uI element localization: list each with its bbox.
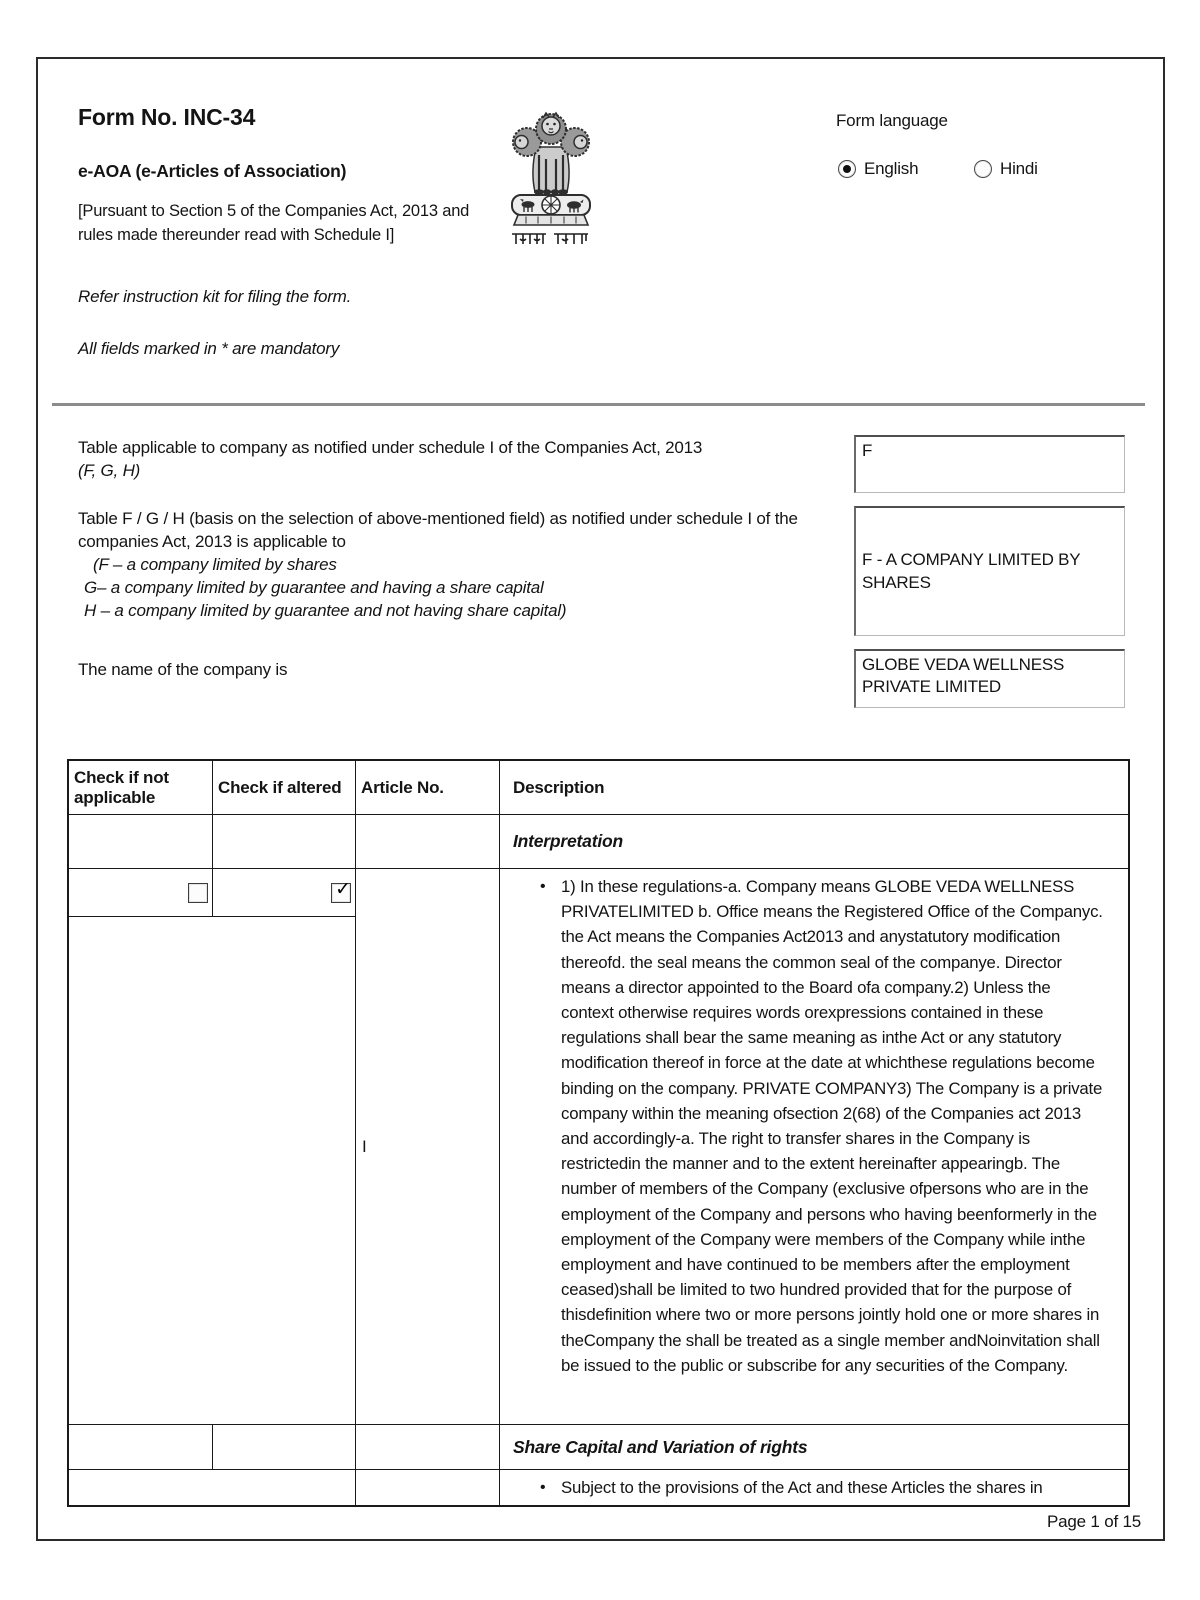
table-fgh-note-f: (F – a company limited by shares [93,555,337,575]
article-2-description-cell [500,1470,1128,1505]
share-capital-section-title: Share Capital and Variation of rights [513,1436,808,1457]
english-radio-label: English [864,159,919,178]
header-article-no: Article No. [356,761,500,814]
empty-cell [356,815,500,868]
article-1-number [356,869,500,1424]
interpretation-section-title: Interpretation [513,831,623,851]
empty-cell [69,815,213,868]
form-page [36,57,1165,1541]
lion-capital-icon [490,97,612,249]
article-2-check-columns [69,1470,356,1505]
empty-cell [356,1470,500,1505]
article-1-description-cell [500,869,1128,1424]
table-applicable-label-text: Table applicable to company as notified under schedule I of the Companies Act, 2013 [78,438,703,457]
header-description: Description [513,777,605,797]
instruction-note: Refer instruction kit for filing the form. [78,287,352,306]
empty-cell [69,1425,213,1469]
english-radio[interactable] [838,160,856,178]
bullet-icon: • [540,1479,546,1496]
table-applicable-label [78,437,818,483]
table-fgh-note-g: G– a company limited by guarantee and having a share capital [84,578,544,598]
company-name-label: The name of the company is [78,660,288,679]
hindi-radio[interactable] [974,160,992,178]
article-1-row [69,869,1128,1425]
share-capital-section-row [69,1425,1128,1470]
divider-rule [52,403,1145,406]
article-no-value: I [362,1136,367,1156]
check-if-not-applicable-checkbox[interactable] [188,883,208,903]
check-if-altered-cell [213,869,355,916]
form-number-title: Form No. INC-34 [78,104,256,130]
pursuant-text: [Pursuant to Section 5 of the Companies Act, 2013 and rules made thereunder read with Schedule I] [78,202,470,244]
table-fgh-label-block [78,507,823,623]
hindi-radio-label: Hindi [1000,159,1038,178]
empty-cell [213,815,356,868]
check-if-not-applicable-cell [69,869,213,916]
emblem-motto [512,234,588,244]
empty-cell [213,1425,356,1469]
ashoka-chakra-icon [542,196,560,214]
table-fgh-note-h: H – a company limited by guarantee and not having share capital) [84,601,567,621]
header-check-if-altered: Check if altered [213,761,356,814]
bullet-icon: • [540,878,546,895]
check-mark-icon: ✓ [335,879,351,900]
table-applicable-note: (F, G, H) [78,460,141,480]
articles-table [67,759,1130,1507]
article-1-checkbox-subrow [69,869,355,917]
company-name-field[interactable]: GLOBE VEDA WELLNESS PRIVATE LIMITED [854,649,1125,708]
mandatory-note: All fields marked in * are mandatory [78,339,340,358]
interpretation-section-row [69,815,1128,869]
article-2-partial-description: Subject to the provisions of the Act and these Articles the shares in [561,1478,1043,1497]
hindi-radio-option[interactable] [974,159,1038,179]
form-language-label: Form language [836,111,948,130]
india-state-emblem-icon [490,97,612,249]
form-subtitle: e-AOA (e-Articles of Association) [78,161,347,181]
english-radio-option[interactable] [838,159,918,179]
article-1-description: 1) In these regulations-a. Company means GLOBE VEDA WELLNESS PRIVATELIMITED b. Office means the Registered Office of the Companyc. the Act means the Companies Act2013 and anystatutory modification thereofd. the seal means the common seal of the companye. Director means a director appointed to the Board ofa company.2) Unless the context otherwise requires words orexpressions contained in these regulations shall bear the same meaning as inthe Act or any statutory modification thereof in force at the date at whichthese regulations become binding on the company. PRIVATE COMPANY3) The Company is a private company within the meaning ofsection 2(68) of the Companies act 2013 and accordingly-a. The right to transfer shares in the Company is restrictedin the manner and to the extent hereinafter appearingb. The number of members of the Company (exclusive ofpersons who are in the employment of the Company and persons who having beenformerly in the employment of the Company were members of the Company while inthe employment and have continued to be members after the employment ceased)shall be limited to two hundred provided that for the purpose of thisdefinition where two or more persons jointly hold one or more shares in theCompany the shall be treated as a single member andNoinvitation shall be issued to the public or subscribe for any securities of the Company. [561,877,1103,1375]
article-2-partial-row [69,1470,1128,1505]
empty-cell [356,1425,500,1469]
table-fgh-field[interactable] [854,506,1125,636]
article-1-check-columns [69,869,356,1424]
page-indicator: Page 1 of 15 [1046,1512,1141,1531]
header-check-if-not-applicable: Check if not applicable [69,761,213,814]
table-header-row [69,761,1128,815]
table-applicable-field[interactable]: F [854,435,1125,493]
table-fgh-field-value: F - A COMPANY LIMITED BY SHARES [862,550,1081,592]
check-if-altered-checkbox[interactable] [331,879,351,903]
table-fgh-label: Table F / G / H (basis on the selection of above-mentioned field) as notified under schedule I of the companies Act, 2013 is applicable to [78,509,798,552]
table-fgh-notes [78,553,823,622]
